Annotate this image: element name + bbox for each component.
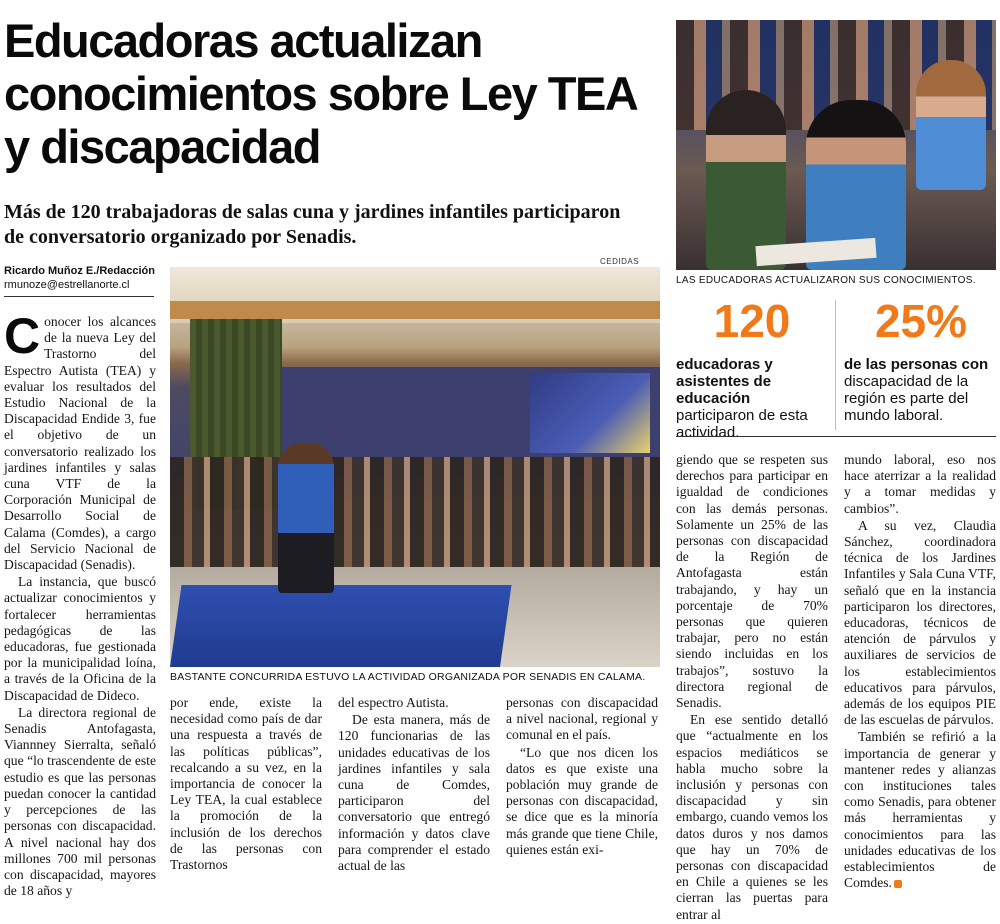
body-paragraph: También se refirió a la importancia de generar y mantener redes y alianzas con instituciones tales como Senadis, para obtener más herramientas y conocimientos para las unidades educativas de los establecimientos de Comdes. [844,729,996,891]
body-paragraph: del espectro Autista. [338,695,449,710]
body-column-6 [844,452,996,892]
body-paragraph: En ese sentido detalló que “actualmente en los espacios mediáticos se habla mucho sobre la inclusión y personas con discapacidad y sin embargo, cuando vemos los datos duros y nos damos que hay un 70% de personas con discapacidad en Chile a quienes se les cierran las puertas para entrar al [676,712,828,922]
stat-text-employment [844,356,996,424]
stat-text-educators [676,356,826,441]
body-paragraph: por ende, existe la necesidad como país de dar una respuesta a través de las políticas públicas”, recalcando a su vez, en la importancia de conocer la Ley TEA, la cual establece la promoción de la inclusión de los derechos de las personas con Trastornos [170,695,322,873]
body-paragraph: A su vez, Claudia Sánchez, coordinadora técnica de los Jardines Infantiles y Sala Cuna VTF, señaló que en la instancia participaron los directores, educadoras, técnicos de atención de párvulos y auxiliares de servicios de los establecimientos educativos para párvulos, además de los equipos PIE de las escuelas de párvulos. [844,517,996,728]
byline-divider [4,296,154,297]
photo-credit: CEDIDAS [600,257,640,266]
body-paragraph: mundo laboral, eso nos hace aterrizar a la realidad y a tomar medidas y cambios”. [844,452,996,516]
stat-number-educators: 120 [713,295,791,347]
body-paragraph: giendo que se respeten sus derechos para participar en igualdad de condiciones con las demás personas. Solamente un 25% de las personas con discapacidad de la Región de Antofagasta están trabajando, y hay un porcentaje de 70% personas que quieren trabajar, pero no están siendo incluidas en los trabajos”, sostuvo la directora regional de Senadis. [676,452,828,711]
body-column-3 [338,695,490,875]
stat-number-employment: 25% [874,295,968,347]
stats-bottom-rule [676,436,996,437]
body-column-5 [676,452,828,924]
subheadline: Más de 120 trabajadoras de salas cuna y jardines infantiles participaron de conversatorio organizado por Senadis. [4,201,621,248]
byline-author: Ricardo Muñoz E./Redacción [4,265,155,277]
side-photo-educators [676,20,996,270]
stat-rest-educators: participaron de esta actividad. [676,407,808,441]
end-mark-icon [894,880,902,888]
body-column-4 [506,695,658,859]
body-column-2 [170,695,322,874]
body-paragraph: La directora regional de Senadis Antofagasta, Viannney Sierralta, señaló que “lo trascendente de este estudio es que las personas puedan conocer la cantidad y percepciones de las personas con discapacidad. A nivel nacional hay dos millones 700 mil personas con discapacidad, mayores de 18 años y [4,704,156,899]
body-paragraph: La instancia, que buscó actualizar conocimientos y fortalecer herramientas pedagógicas de las educadoras, fue gestionada por la municipalidad loína, a través de la Oficina de la Discapacidad de Dideco. [4,574,156,703]
stat-bold-educators: educadoras y asistentes de educación [676,356,773,407]
stat-rest-employment: discapacidad de la región es parte del mundo laboral. [844,373,969,424]
side-photo-caption: LAS EDUCADORAS ACTUALIZARON SUS CONOCIMIENTOS. [676,275,976,286]
byline-email: rmunoze@estrellanorte.cl [4,279,130,291]
headline: Educadoras actualizan conocimientos sobre Ley TEA y discapacidad [4,14,636,173]
stats-divider [835,300,836,430]
body-paragraph: De esta manera, más de 120 funcionarias de las unidades educativas de los jardines infantiles y sala cuna de Comdes, participaron del conversatorio que entregó información y datos clave para comprender el estado actual de las [338,712,490,874]
body-paragraph: Conocer los alcances de la nueva Ley del Trastorno del Espectro Autista (TEA) y evaluar los resultados del Estudio Nacional de la Discapacidad Endide 3, fue el objetivo de un conversatorio realizado los jardines infantiles y salas cuna VTF de la Corporación Municipal de Desarrollo Social de Calama (Comdes), a cargo del Servicio Nacional de Discapacidad (Senadis). [4,308,156,573]
body-paragraph: “Lo que nos dicen los datos es que existe una población muy grande de personas con discapacidad, se dice que es la minoría más grande que tiene Chile, quienes están exi- [506,744,658,857]
byline [4,264,164,292]
stat-bold-employment: de las personas con [844,356,989,373]
body-column-1 [4,308,156,900]
body-paragraph: personas con discapacidad a nivel nacional, regional y comunal en el país. [506,695,658,743]
drop-cap: C [4,308,41,364]
main-photo-conference-room [170,267,660,667]
main-photo-caption: BASTANTE CONCURRIDA ESTUVO LA ACTIVIDAD ORGANIZADA POR SENADIS EN CALAMA. [170,671,646,683]
